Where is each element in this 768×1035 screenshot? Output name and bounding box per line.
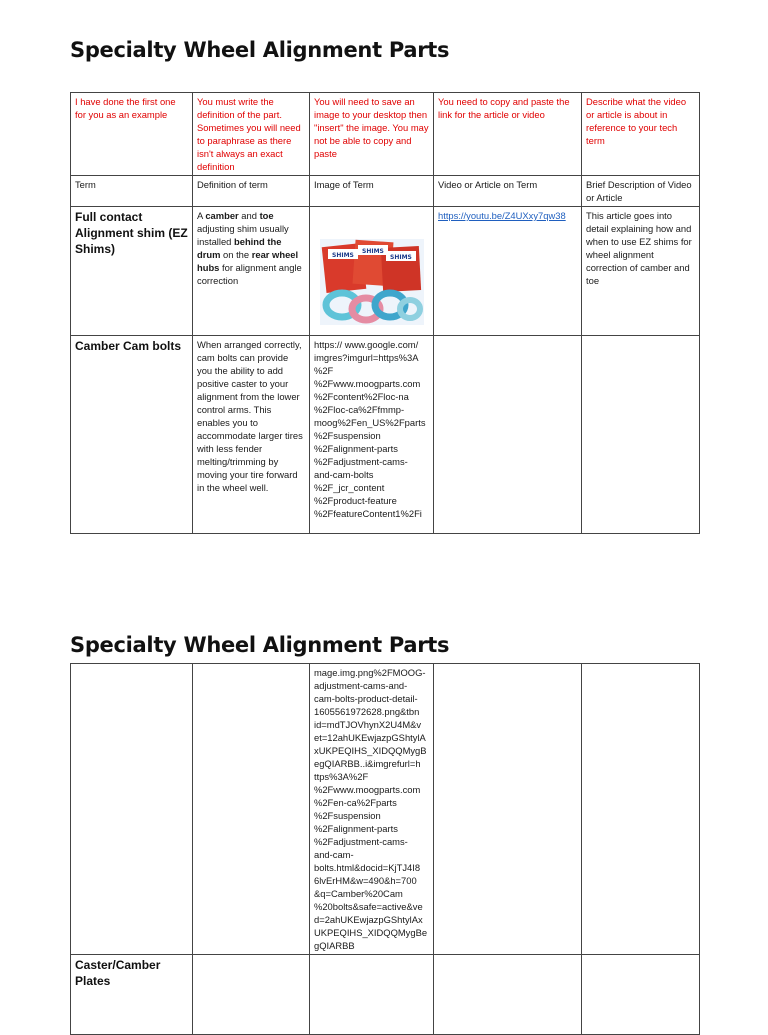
table-row [71,955,700,1035]
video-link[interactable]: https://youtu.be/Z4UXxy7qw38 [438,210,566,221]
column-header: Image of Term [310,176,434,207]
description-cell: This article goes into detail explaining how and when to use EZ shims for wheel alignment correction of camber and toe [582,207,700,336]
term-cell [71,955,193,1035]
link-cell [434,336,582,534]
assignment-table [70,92,700,534]
definition-bold: behind the drum [197,236,282,260]
instruction-cell: I have done the first one for you as an example [71,93,193,176]
assignment-table-continued [70,663,700,1035]
description-cell [582,955,700,1035]
package-label: SHIMS [389,254,412,261]
definition-text: A [197,210,206,221]
column-header: Brief Description of Video or Article [582,176,700,207]
definition-bold: toe [259,210,274,221]
definition-cell [193,207,310,336]
definition-text: and [238,210,260,221]
table-row [71,336,700,534]
definition-bold: rear wheel hubs [197,249,299,273]
link-cell [434,207,582,336]
column-header: Definition of term [193,176,310,207]
column-header: Term [71,176,193,207]
term-name: Camber Cam bolts [75,339,182,353]
page-title: Specialty Wheel Alignment Parts [70,633,450,657]
term-cell [71,664,193,955]
instruction-cell: Describe what the video or article is about in reference to your tech term [582,93,700,176]
image-cell [310,955,434,1035]
instruction-cell: You need to copy and paste the link for the article or video [434,93,582,176]
definition-bold: camber [205,210,239,221]
description-cell [582,336,700,534]
term-name: Caster/Camber Plates [75,958,161,988]
definition-cell [193,955,310,1035]
definition-text: adjusting shim usually installed [197,223,289,247]
column-header: Video or Article on Term [434,176,582,207]
instruction-cell: You will need to save an image to your desktop then "insert" the image. You may not be able to copy and paste [310,93,434,176]
description-cell [582,664,700,955]
table-row [71,207,700,336]
term-name: Full contact Alignment shim (EZ Shims) [75,210,188,256]
package-label: SHIMS [361,248,384,255]
image-cell [310,207,434,336]
instruction-row [71,93,700,176]
link-cell [434,955,582,1035]
instruction-cell: You must write the definition of the part. Sometimes you will need to paraphrase as there isn't always an exact definition [193,93,310,176]
image-url-cell: https:// www.google.com/ imgres?imgurl=https%3A %2F %2Fwww.moogparts.com %2Fcontent%2Floc-na %2Floc-ca%2Ffmmp- moog%2Fen_US%2Fparts %2Fsuspension %2Falignment-parts %2Fadjustment-cams- and-cam-bolts %2F_jcr_content %2Fproduct-feature %2FfeatureContent1%2Fi [310,336,434,534]
definition-cell [193,664,310,955]
image-url-cell: mage.img.png%2FMOOG- adjustment-cams-and- cam-bolts-product-detail- 1605561972628.png&tbn id=mdTJOVhynX2U4M&v et=12ahUKEwjazpGShtylA xUKPEQIHS_XIDQQMygB egQIARBB..i&imgrefurl=h ttps%3A%2F %2Fwww.moogparts.com %2Fen-ca%2Fparts %2Fsuspension %2Falignment-parts %2Fadjustment-cams- and-cam- bolts.html&docid=KjTJ4I8 6lvErHM&w=490&h=700 &q=Camber%20Cam %20bolts&safe=active&ve d=2ahUKEwjazpGShtylAx UKPEQIHS_XIDQQMygBe gQIARBB [310,664,434,955]
definition-text: for alignment angle correction [197,262,302,286]
term-cell [71,207,193,336]
link-cell [434,664,582,955]
ez-shims-image [320,239,424,325]
header-row [71,176,700,207]
term-cell [71,336,193,534]
package-label: SHIMS [331,252,354,259]
table-row [71,664,700,955]
definition-text: on the [220,249,252,260]
page-title: Specialty Wheel Alignment Parts [70,38,450,62]
definition-cell: When arranged correctly, cam bolts can provide you the ability to add positive caster to your alignment from the lower control arms. This enables you to accommodate larger tires with less fender melting/trimming by moving your tire forward in the wheel well. [193,336,310,534]
